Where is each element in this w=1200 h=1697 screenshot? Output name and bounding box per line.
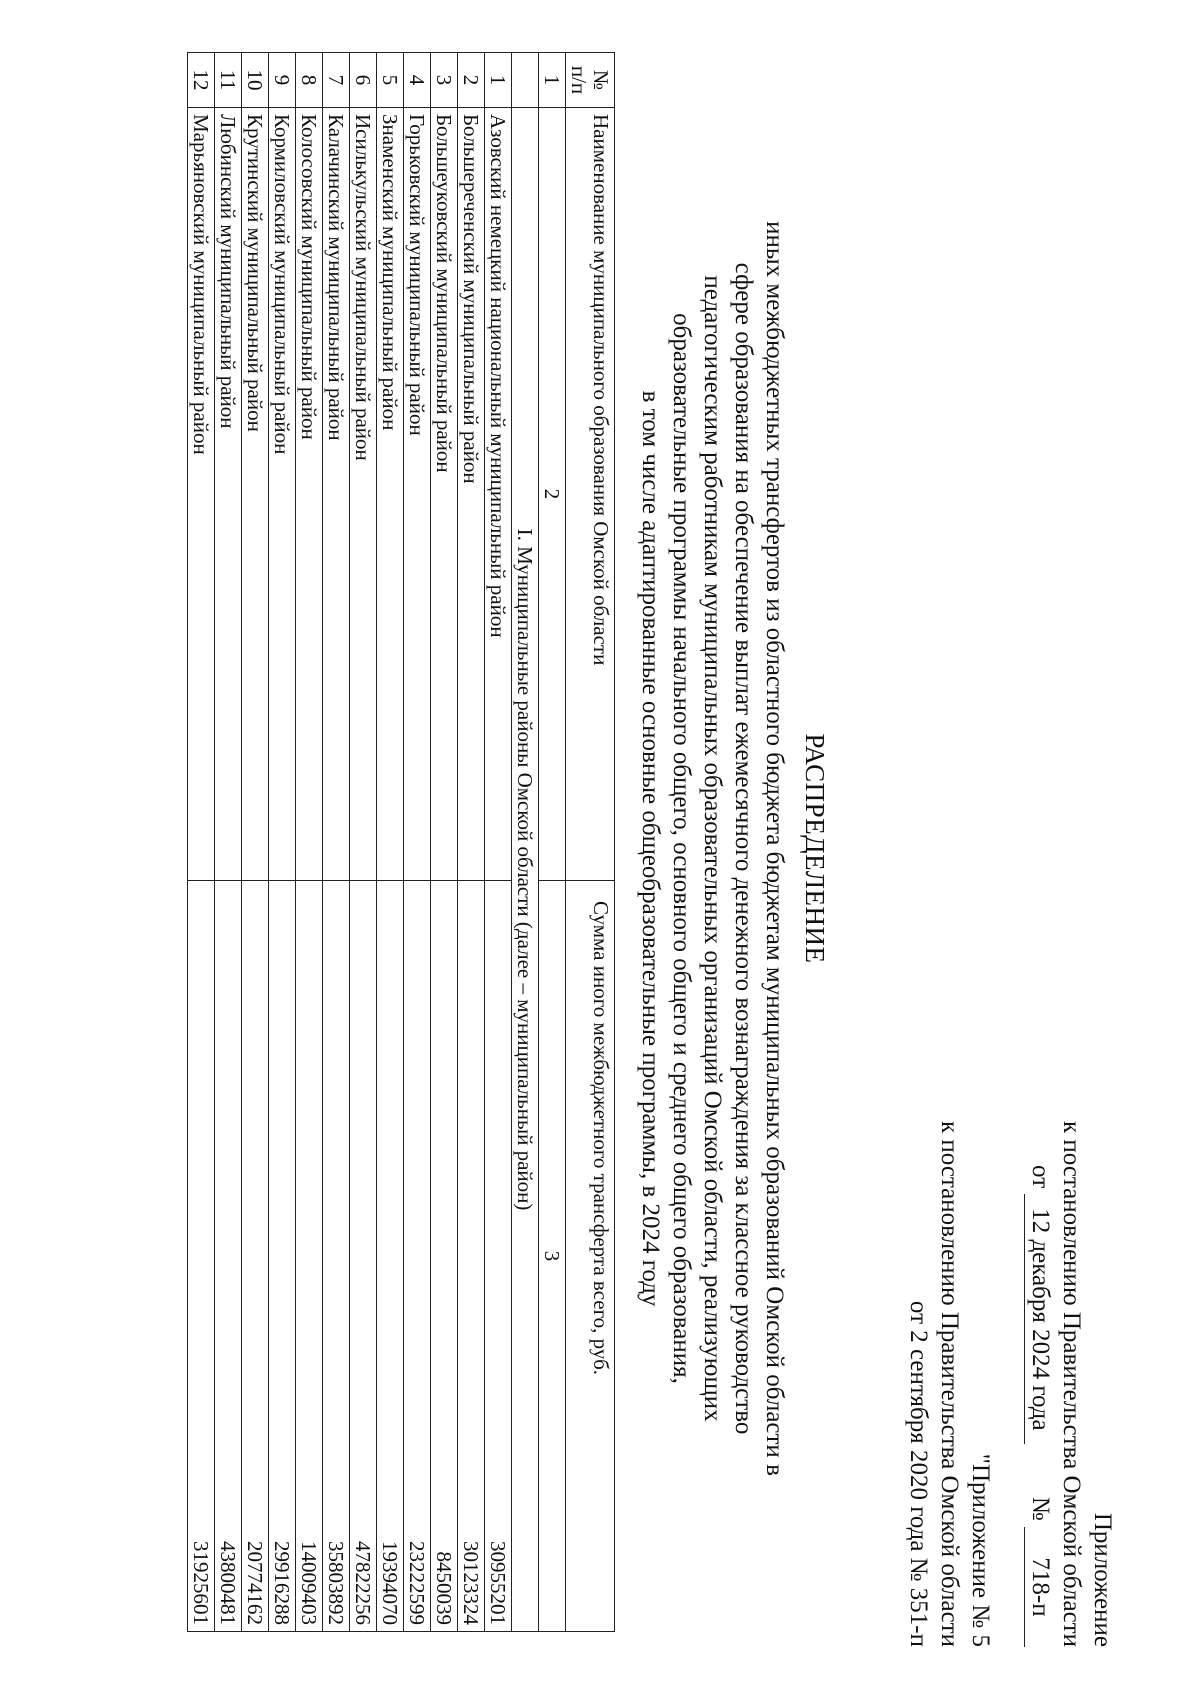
col-number: 2 (539, 108, 566, 881)
table-row (485, 53, 512, 1632)
transfer-sum: 14009403 (296, 881, 323, 1632)
transfer-sum: 30123324 (458, 881, 485, 1632)
row-number: 11 (215, 53, 242, 108)
municipality-name: Большеуковский муниципальный район (431, 108, 458, 881)
table-row (431, 53, 458, 1632)
table-row (404, 53, 431, 1632)
col-number: 3 (539, 881, 566, 1632)
table-row (296, 53, 323, 1632)
subtitle-line: образовательные программы начального общего, основного общего и среднего общего образования, (668, 313, 695, 1384)
row-number: 4 (404, 53, 431, 108)
transfer-sum: 23222599 (404, 881, 431, 1632)
section-title: I. Муниципальные районы Омской области (далее – муниципальный район) (512, 108, 539, 1632)
row-number: 10 (242, 53, 269, 108)
subtitle-line: сфере образования на обеспечение выплат ежемесячного денежного вознаграждения за классное руководство (730, 262, 757, 1435)
transfer-sum: 35803892 (323, 881, 350, 1632)
municipality-name: Кормиловский муниципальный район (269, 108, 296, 881)
municipality-name: Марьяновский муниципальный район (188, 108, 215, 881)
date-prefix: от (1027, 1165, 1054, 1189)
row-number: 8 (296, 53, 323, 108)
table-row (350, 53, 377, 1632)
table-row (377, 53, 404, 1632)
transfer-sum: 20774162 (242, 881, 269, 1632)
table-row (323, 53, 350, 1632)
municipality-name: Азовский немецкий национальный муниципальный район (485, 108, 512, 881)
resolution-date-line (1024, 947, 1056, 1647)
row-number: 2 (458, 53, 485, 108)
row-number: 6 (350, 53, 377, 108)
header-sum: Сумма иного межбюджетного трансферта всего, руб. (566, 881, 615, 1632)
resolution-reference: к постановлению Правительства Омской области (1058, 1120, 1085, 1647)
subtitle-line: педагогическим работникам муниципальных образовательных организаций Омской области, реализующих (699, 275, 726, 1422)
prev-resolution-reference: к постановлению Правительства Омской области (936, 1120, 963, 1647)
table-header-row (566, 53, 615, 1632)
municipality-name: Калачинский муниципальный район (323, 108, 350, 881)
municipality-name: Крутинский муниципальный район (242, 108, 269, 881)
document-subtitle (635, 0, 790, 1697)
municipality-name: Большереченский муниципальный район (458, 108, 485, 881)
table-row (269, 53, 296, 1632)
document-title: РАСПРЕДЕЛЕНИЕ (800, 733, 830, 964)
municipality-name: Любинский муниципальный район (215, 108, 242, 881)
row-number: 1 (485, 53, 512, 108)
row-number: 5 (377, 53, 404, 108)
municipality-name: Знаменский муниципальный район (377, 108, 404, 881)
row-number: 7 (323, 53, 350, 108)
row-number: 3 (431, 53, 458, 108)
transfer-sum: 29916288 (269, 881, 296, 1632)
header-name: Наименование муниципального образования Омской области (566, 108, 615, 881)
section-row (512, 53, 539, 1632)
transfer-sum: 47822256 (350, 881, 377, 1632)
municipality-name: Колосовский муниципальный район (296, 108, 323, 881)
transfer-sum: 8450039 (431, 881, 458, 1632)
header-block (903, 947, 1118, 1647)
row-number: 12 (188, 53, 215, 108)
table-row (188, 53, 215, 1632)
subtitle-line: в том числе адаптированные основные общеобразовательные программы, в 2024 году (637, 390, 664, 1307)
row-number: 9 (269, 53, 296, 108)
number-value: 718-п (1024, 1527, 1056, 1647)
table-row (242, 53, 269, 1632)
col-number: 1 (539, 53, 566, 108)
transfer-sum: 43800481 (215, 881, 242, 1632)
transfer-sum: 30955201 (485, 881, 512, 1632)
table-row (458, 53, 485, 1632)
distribution-table (187, 52, 615, 1632)
date-value: 12 декабря 2024 года (1024, 1194, 1056, 1444)
prev-resolution-date: от 2 сентября 2020 года № 351-п (905, 1300, 932, 1647)
prev-appendix-title: "Приложение № 5 (967, 1453, 994, 1647)
municipality-name: Горьковский муниципальный район (404, 108, 431, 881)
transfer-sum: 31925601 (188, 881, 215, 1632)
municipality-name: Исилькульский муниципальный район (350, 108, 377, 881)
transfer-sum: 19394070 (377, 881, 404, 1632)
section-empty-cell (512, 53, 539, 108)
number-prefix: № (1027, 1496, 1054, 1521)
appendix-title: Приложение (1089, 1512, 1116, 1647)
header-num: № п/п (566, 53, 615, 108)
subtitle-line: иных межбюджетных трансфертов из областного бюджета бюджетам муниципальных образований Омской области в (761, 221, 788, 1476)
column-number-row (539, 53, 566, 1632)
table-row (215, 53, 242, 1632)
